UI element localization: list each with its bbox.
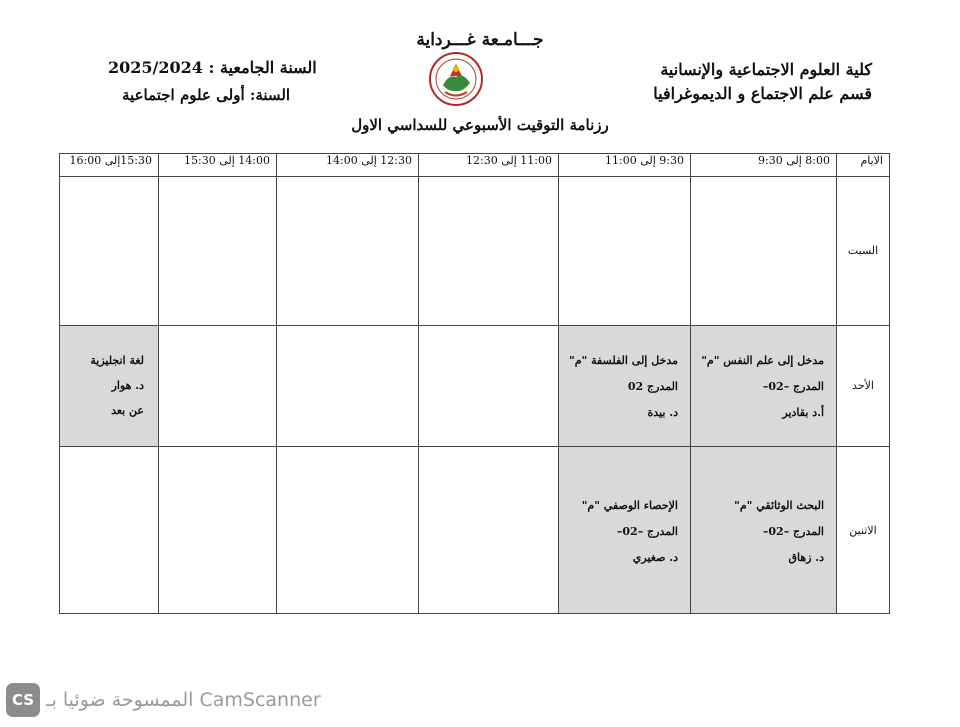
weekly-schedule-table [59, 153, 890, 614]
slot-header: 9:30 إلى 11:00 [559, 154, 691, 177]
day-column-header: الايام [837, 154, 890, 177]
class-cell [691, 447, 837, 614]
day-label: الاثنين [837, 447, 890, 614]
empty-cell [60, 177, 159, 326]
header-row [60, 154, 890, 177]
teacher: د. هوار [111, 378, 144, 392]
slot-header: 11:00 إلى 12:30 [419, 154, 559, 177]
empty-cell [419, 177, 559, 326]
empty-cell [277, 447, 419, 614]
slot-header: 14:00 إلى 15:30 [159, 154, 277, 177]
empty-cell [559, 177, 691, 326]
room: المدرج 02 [627, 379, 678, 393]
empty-cell [60, 447, 159, 614]
empty-cell [159, 447, 277, 614]
teacher: أ.د بقادير [782, 405, 824, 419]
table-row [60, 447, 890, 614]
day-label: السبت [837, 177, 890, 326]
faculty-name: كلية العلوم الاجتماعية والإنسانية [660, 60, 872, 79]
course-name: مدخل إلى علم النفس "م" [701, 353, 824, 367]
class-cell [559, 447, 691, 614]
room: المدرج –02– [616, 525, 678, 539]
study-level: السنة: أولى علوم اجتماعية [122, 86, 291, 104]
room: المدرج –02– [762, 379, 824, 393]
university-logo [429, 52, 483, 106]
slot-header: 8:00 إلى 9:30 [691, 154, 837, 177]
class-cell [559, 325, 691, 447]
class-cell [60, 325, 159, 447]
teacher: د. زهاق [788, 551, 824, 565]
camscanner-watermark [6, 683, 321, 717]
course-name: الإحصاء الوصفي "م" [581, 499, 678, 513]
camscanner-logo-icon: CS [6, 683, 40, 717]
empty-cell [419, 325, 559, 447]
department-name: قسم علم الاجتماع و الديموغرافيا [653, 84, 872, 103]
university-name: جـــامـعة غـــرداية [416, 30, 544, 50]
empty-cell [159, 325, 277, 447]
empty-cell [419, 447, 559, 614]
day-label: الأحد [837, 325, 890, 447]
schedule-title: رزنامة التوقيت الأسبوعي للسداسي الاول [351, 116, 609, 134]
empty-cell [159, 177, 277, 326]
course-name: مدخل إلى الفلسفة "م" [568, 353, 678, 367]
course-name: لغة انجليزية [90, 353, 144, 367]
empty-cell [691, 177, 837, 326]
table-row [60, 177, 890, 326]
slot-header: 12:30 إلى 14:00 [277, 154, 419, 177]
class-cell [691, 325, 837, 447]
teacher: د. صغيري [632, 551, 678, 565]
teacher: د. بيدة [647, 405, 678, 419]
room: المدرج –02– [762, 525, 824, 539]
academic-year: السنة الجامعية : 2025/2024 [108, 58, 317, 77]
watermark-text: الممسوحة ضوئيا بـ CamScanner [46, 689, 321, 711]
slot-header: 15:30إلى 16:00 [60, 154, 159, 177]
empty-cell [277, 177, 419, 326]
empty-cell [277, 325, 419, 447]
course-name: البحث الوثائقي "م" [734, 499, 824, 513]
table-row [60, 325, 890, 447]
delivery-mode: عن بعد [111, 403, 144, 417]
